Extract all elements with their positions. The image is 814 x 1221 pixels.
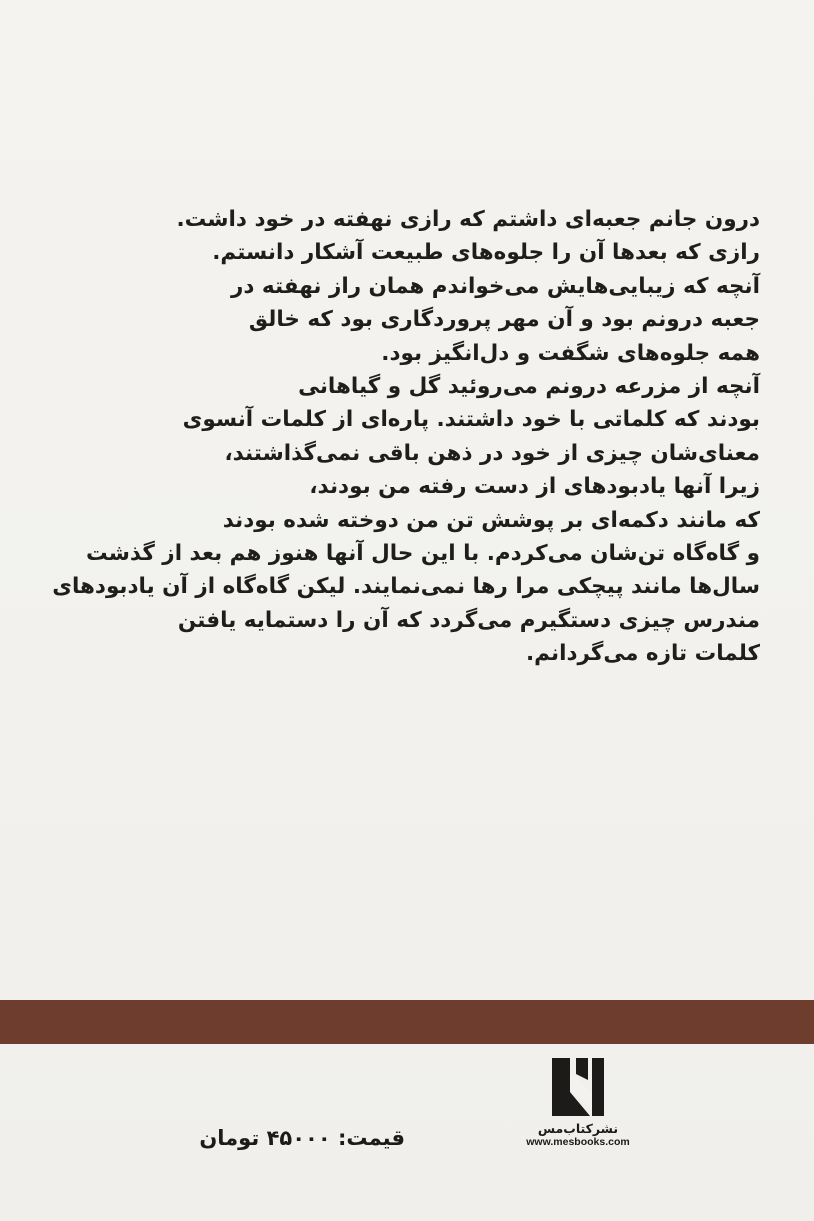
publisher-website: www.mesbooks.com [526, 1136, 630, 1148]
text-line: و گاه‌گاه تن‌شان می‌کردم. با این حال آنها هنوز هم بعد از گذشت [86, 541, 760, 567]
text-line: مندرس چیزی دستگیرم می‌گردد که آن را دستمایه یافتن [177, 607, 760, 633]
text-line: رازی که بعدها آن را جلوه‌های طبیعت آشکار دانستم. [212, 240, 760, 266]
text-line: سال‌ها مانند پیچکی مرا رها نمی‌نمایند. لیکن گاه‌گاه از آن یادبودهای [52, 574, 760, 600]
text-line: بودند که کلماتی با خود داشتند. پاره‌ای از کلمات آنسوی [182, 407, 760, 433]
price-label [199, 1126, 405, 1150]
text-line: جعبه درونم بود و آن مهر پروردگاری بود که خالق [248, 307, 760, 333]
text-line: کلمات تازه می‌گردانم. [525, 641, 760, 667]
decorative-band [0, 1000, 814, 1044]
publisher-name: نشرکتاب‌مس [537, 1121, 619, 1136]
price-prefix: قیمت: [337, 1126, 405, 1150]
text-line: که مانند دکمه‌ای بر پوشش تن من دوخته شده بودند [222, 507, 760, 533]
price-amount: ۴۵۰۰۰ [266, 1126, 331, 1150]
text-line: همه جلوه‌های شگفت و دل‌انگیز بود. [381, 340, 760, 366]
back-cover-text [52, 203, 760, 671]
publisher-logo [518, 1052, 638, 1152]
text-line: آنچه از مزرعه درونم می‌روئید گل و گیاهانی [298, 374, 760, 400]
text-line: معنای‌شان چیزی از خود در ذهن باقی نمی‌گذاشتند، [224, 440, 760, 466]
mes-publisher-logo-icon [546, 1052, 610, 1122]
text-line: آنچه که زیبایی‌هایش می‌خواندم همان راز نهفته در [231, 273, 760, 299]
text-line: درون جانم جعبه‌ای داشتم که رازی نهفته در خود داشت. [176, 207, 760, 232]
text-line: زیرا آنها یادبودهای از دست رفته من بودند، [309, 474, 760, 500]
price-currency: تومان [199, 1126, 260, 1150]
